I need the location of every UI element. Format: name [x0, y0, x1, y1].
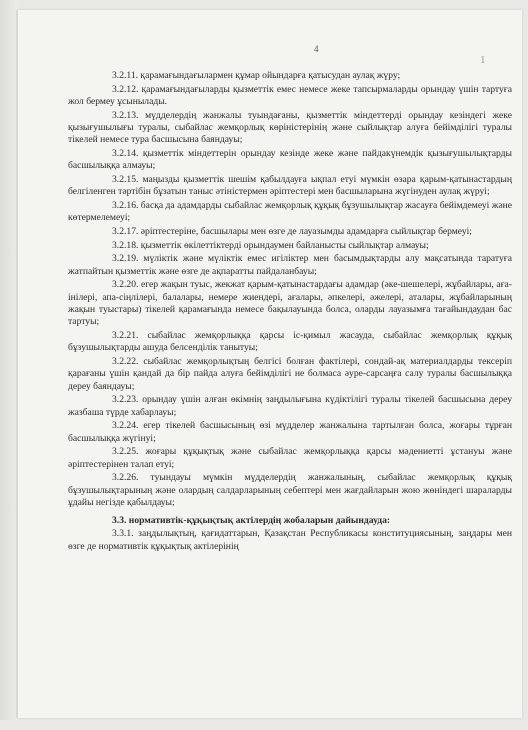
paragraph: 3.2.19. мүліктік және мүліктік емес игіліктер мен басымдықтарды алу мақсатында таратуға жатпайтын қызметтік және өзге де ақпаратты пайдаланбауы; [68, 253, 512, 277]
paragraph: 3.2.16. басқа да адамдарды сыбайлас жемқорлық құқық бұзушылықтар жасауға бейімдемеуі және көтермелемеуі; [68, 200, 512, 224]
paragraph: 3.3.1. заңдылықтың, қағидаттарын, Қазақстан Республикасы конституциясының, заңдары мен өзге де нормативтік құқықтық актілерінің [68, 528, 512, 552]
paragraph: 3.2.12. қарамағындағыларды қызметтік емес немесе жеке тапсырмаларды орындау үшін тартуға жол бермеу ұсынылады. [68, 83, 512, 107]
paragraph: 3.2.20. егер жақын туыс, жекжат қарым-қатынастардағы адамдар (әке-шешелері, жұбайлары, аға-інілері, апа-сіңлілері, балалары, немере жиендері, ағалары, әпкелері, әжелері, аталары, жұбайларының жақын туыстары) тікелей қарамағында немесе бақылауында болса, оларды лауазымға тағайындаудан бас тартуы; [68, 279, 512, 328]
paragraph: 3.2.14. қызметтік міндеттерін орындау кезінде жеке және пайдакүнемдік қызығушылықтарды басшылыққа алмауы; [68, 148, 512, 172]
paragraph: 3.2.11. қарамағындағылармен құмар ойындарға қатысудан аулақ жүру; [112, 70, 401, 81]
paragraph: 3.2.24. егер тікелей басшысының өзі мүдделер жанжалына тартылған болса, жоғары тұрған басшылыққа жүгінуі; [68, 420, 512, 444]
paragraph: 3.2.21. сыбайлас жемқорлыққа қарсы іс-қимыл жасауда, сыбайлас жемқорлық құқық бұзушылықтарды ашуда белсенділік танытуы; [68, 330, 512, 354]
paragraph: 3.2.15. маңызды қызметтік шешім қабылдауға ықпал етуі мүмкін өзара қарым-қатынастардың белгіленген тәртібін бұзатын таныс әтіністермен әріптестері мен басшыларына жүгінуден аулақ жүруі; [68, 174, 512, 198]
paragraph: 3.2.26. туындауы мүмкін мүдделердің жанжалының, сыбайлас жемқорлық құқық бұзушылықтарының және олардың салдарларының себептері мен жағдайларын жою жөніндегі шараларды ұдайы негізде қабылдауы; [68, 472, 512, 509]
paragraph: 3.2.22. сыбайлас жемқорлықтың белгісі болған фактілері, сондай-ақ материалдарды тексеріп қарағаны үшін қандай да бір пайда алуға бейімділігі не болмаса әуре-сарсаңға салу туралы басшылыққа дереу баяндауы; [68, 356, 512, 392]
scan-left-edge [0, 0, 18, 720]
section-heading: 3.3. нормативтік-құқықтық актілердің жобаларын дайындауда: [112, 514, 391, 526]
paragraph: 3.2.17. әріптестеріне, басшылары мен өзге де лауазымды адамдарға сыйлықтар бермеуі; [112, 226, 472, 237]
corner-mark: 1 [480, 54, 486, 66]
page-number: 4 [314, 44, 319, 54]
document-page [18, 10, 522, 718]
paragraph: 3.2.25. жоғары құқықтық және сыбайлас жемқорлыққа қарсы мәдениетті ұстануы және әріптестерінен талап етуі; [68, 446, 512, 470]
paragraph: 3.2.18. қызметтік өкілеттіктерді орындаумен байланысты сыйлықтар алмауы; [112, 239, 429, 251]
paragraph: 3.2.13. мүдделердің жанжалы туындағаны, қызметтік міндеттерді орындау кезіндегі жеке қызығушылығы туралы, сыбайлас жемқорлық көріністерінің және сыйлықтар алуға бейімділігі туралы тікелей немесе тура басшысына баяндауы; [68, 109, 512, 146]
document-body [68, 70, 512, 730]
paragraph: 3.2.23. орындау үшін алған өкімнің заңдылығына күдіктілігі туралы тікелей басшысына дереу жазбаша түрде хабарлауы; [68, 394, 512, 418]
